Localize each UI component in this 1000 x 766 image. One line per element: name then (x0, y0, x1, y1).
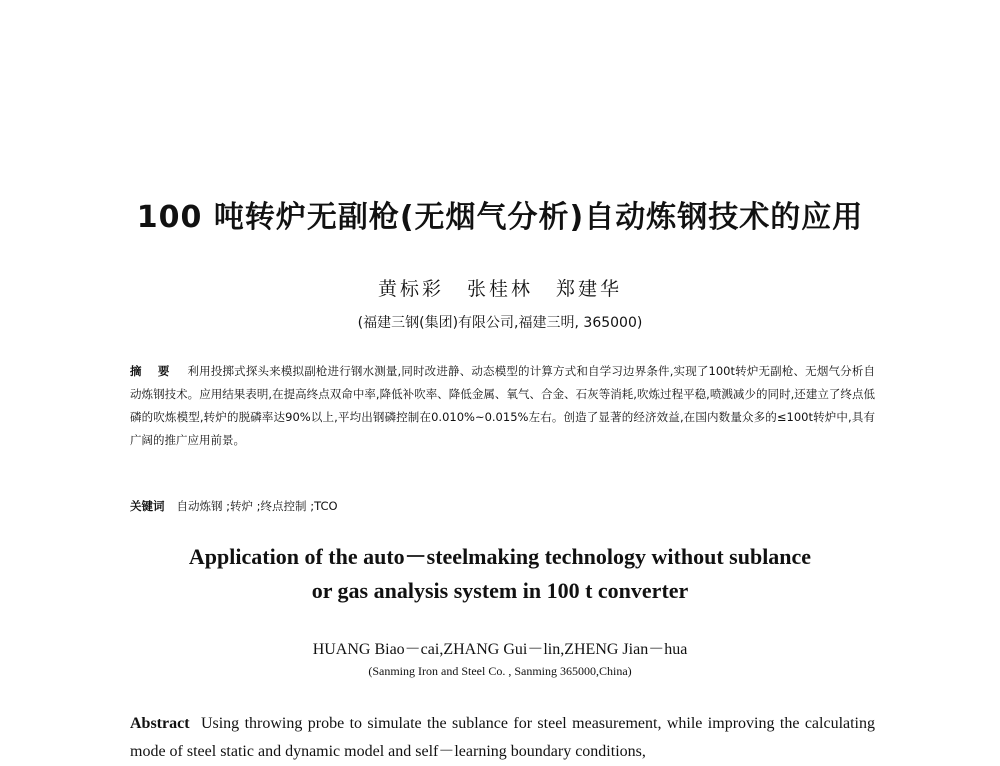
keywords-cn (130, 498, 338, 514)
authors-cn: 黄标彩 张桂林 郑建华 (377, 278, 623, 300)
keywords-cn-text: 自动炼钢 ;转炉 ;终点控制 ;TCO (176, 499, 338, 513)
authors-en: HUANG Biao－cai,ZHANG Gui－lin,ZHENG Jian－hua (312, 641, 688, 658)
abstract-en-label: Abstract (130, 715, 190, 732)
paper-title-en-line2: or gas analysis system in 100 t converter (311, 578, 689, 603)
paper-title-en-line1: Application of the auto－steelmaking technology without sublance (188, 544, 812, 569)
abstract-cn-label: 摘 要 (130, 364, 176, 378)
abstract-en (130, 710, 875, 766)
abstract-en-text: Using throwing probe to simulate the sublance for steel measurement, while improving the calculating mode of steel static and dynamic model and self－learning boundary conditions, (130, 715, 876, 760)
paper-title-cn: 100 吨转炉无副枪(无烟气分析)自动炼钢技术的应用 (136, 200, 864, 235)
affiliation-cn: (福建三钢(集团)有限公司,福建三明, 365000) (357, 315, 643, 331)
abstract-cn-text: 利用投掷式探头来模拟副枪进行钢水测量,同时改进静、动态模型的计算方式和自学习边界条件,实现了100t转炉无副枪、无烟气分析自动炼钢技术。应用结果表明,在提高终点双命中率,降低补吹率、降低金属、氧气、合金、石灰等消耗,吹炼过程平稳,喷溅减少的同时,还建立了终点低磷的吹炼模型,转炉的脱磷率达90%以上,平均出钢磷控制在0.010%~0.015%左右。创造了显著的经济效益,在国内数量众多的≤100t转炉中,具有广阔的推广应用前景。 (130, 364, 875, 447)
abstract-cn (130, 360, 875, 452)
paper-title-en (0, 540, 1000, 608)
affiliation-en: (Sanming Iron and Steel Co. , Sanming 365000,China) (368, 664, 632, 678)
keywords-cn-label: 关键词 (130, 499, 165, 513)
